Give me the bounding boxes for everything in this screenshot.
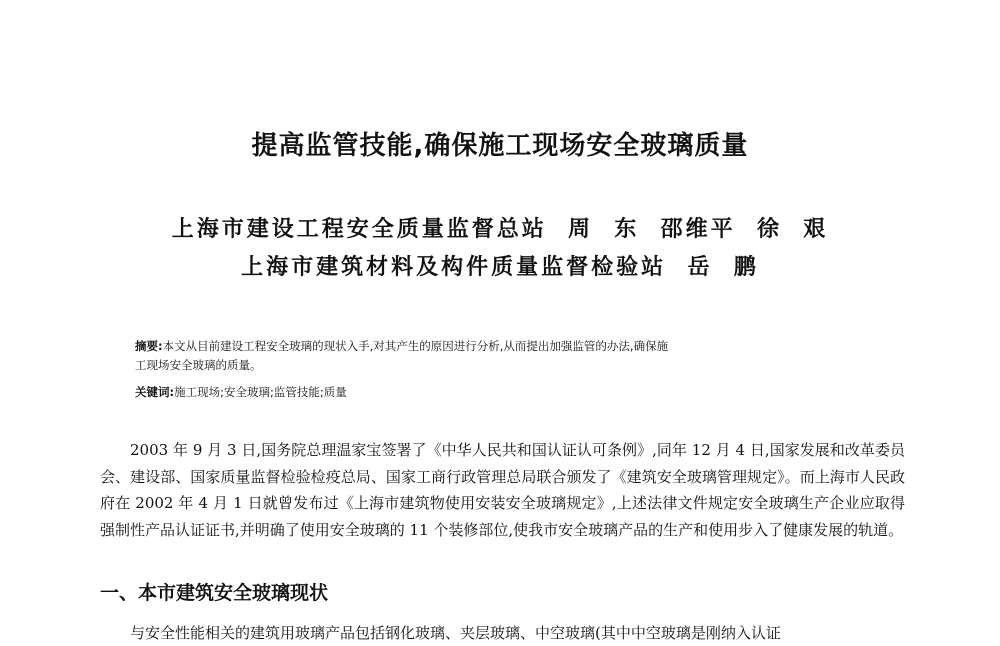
keywords-label: 关键词: (135, 385, 175, 399)
keywords-text: 施工现场;安全玻璃;监管技能;质量 (174, 385, 347, 399)
abstract-text-2: 工现场安全玻璃的质量。 (135, 358, 262, 372)
body-paragraph-partial: 与安全性能相关的建筑用玻璃产品包括钢化玻璃、夹层玻璃、中空玻璃(其中中空玻璃是刚纳入认证 (130, 624, 781, 642)
abstract-line-1 (135, 337, 880, 356)
abstract-label: 摘要: (135, 339, 163, 353)
abstract-block (135, 337, 880, 402)
author-line-1: 上海市建设工程安全质量监督总站 周 东 邵维平 徐 艰 (171, 216, 829, 242)
author-line-2: 上海市建筑材料及构件质量监督检验站 岳 鹏 (241, 254, 759, 280)
section-heading: 一、本市建筑安全玻璃现状 (100, 582, 329, 604)
keywords-line (135, 383, 880, 402)
body-paragraph: 2003 年 9 月 3 日,国务院总理温家宝签署了《中华人民共和国认证认可条例》,同年 12 月 4 日,国家发展和改革委员会、建设部、国家质量监督检验检疫总局、国家工商行政管理总局联合颁发了《建筑安全玻璃管理规定》。而上海市人民政府在 2002 年 4 月 1 日就曾发布过《上海市建筑物使用安装安全玻璃规定》,上述法律文件规定安全玻璃生产企业应取得强制性产品认证证书,并明确了使用安全玻璃的 11 个装修部位,使我市安全玻璃产品的生产和使用步入了健康发展的轨道。 (100, 441, 905, 539)
page-title: 提高监管技能,确保施工现场安全玻璃质量 (251, 131, 749, 161)
abstract-text-1: 本文从目前建设工程安全玻璃的现状入手,对其产生的原因进行分析,从而提出加强监管的办法,确保施 (162, 339, 669, 353)
